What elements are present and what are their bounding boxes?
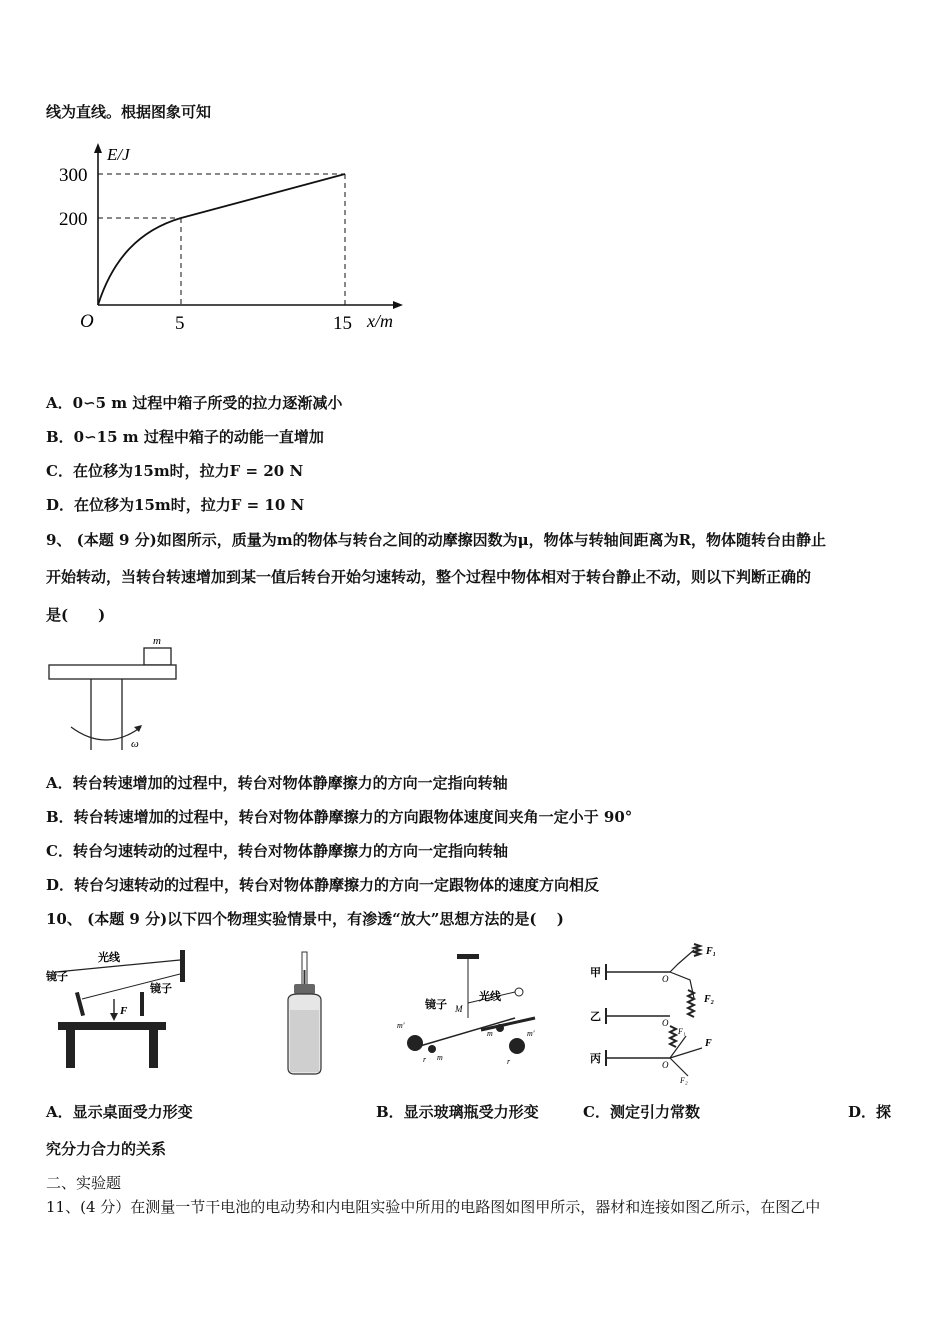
y-tick-200: 200 (59, 209, 88, 230)
desk-leg-left (66, 1030, 75, 1068)
turntable-disk (49, 665, 176, 679)
light-label: 光线 (98, 952, 120, 964)
q9-option-d: D．转台匀速转动的过程中，转台对物体静摩擦力的方向一定跟物体的速度方向相反 (46, 876, 600, 894)
r-label-2: r (507, 1057, 511, 1066)
q10-option-a: A．显示桌面受力形变 (46, 1103, 193, 1121)
mass-right: m (487, 1029, 493, 1038)
mass-left: m (437, 1053, 443, 1062)
q9-stem-line2: 开始转动，当转台转速增加到某一值后转台开始匀速转动，整个过程中物体相对于转台静止不动，则以下判断正确的 (46, 568, 812, 586)
q8-option-d: D．在位移为15m时，拉力F = 10 N (46, 496, 305, 514)
m-label-c: M (455, 1004, 463, 1014)
mirror-right (180, 950, 185, 982)
mirror-label-1: 镜子 (46, 971, 68, 983)
f2-label: F₂ (704, 994, 715, 1005)
q9-option-a: A．转台转速增加的过程中，转台对物体静摩擦力的方向一定指向转轴 (46, 774, 508, 792)
q10-option-b: B．显示玻璃瓶受力形变 (376, 1103, 539, 1121)
x-tick-15: 15 (333, 313, 352, 334)
torsion-rod (420, 1018, 515, 1046)
q10-figure-a (46, 944, 196, 1074)
big-sphere-right (509, 1038, 525, 1054)
mass-prime-left: m' (397, 1021, 405, 1030)
spring-1-coil (694, 944, 700, 956)
light-label-c: 光线 (479, 991, 501, 1003)
mirror-label-2: 镜子 (150, 983, 172, 995)
q8-option-b: B．0∽15 m 过程中箱子的动能一直增加 (46, 428, 324, 446)
y-axis-arrow (94, 143, 102, 153)
f2-label-bing: F₂ (680, 1076, 688, 1085)
row-label-yi: 乙 (590, 1011, 601, 1023)
desk-leg-right (149, 1030, 158, 1068)
f1-label-bing: F₁ (678, 1027, 686, 1036)
line-segment (181, 174, 345, 218)
omega-label: ω (131, 738, 139, 750)
spring-2-coil (688, 990, 694, 1017)
q10-option-d-part2: 究分力合力的关系 (46, 1140, 167, 1158)
spring-1 (670, 950, 694, 972)
section-heading: 二、实验题 (46, 1174, 122, 1192)
desk-top (58, 1022, 166, 1030)
q9-stem-line1: 9、 (本题 9 分)如图所示，质量为m的物体与转台之间的动摩擦因数为μ，物体与转轴间距离为R，物体随转台由静止 (46, 531, 827, 549)
x-axis-arrow (393, 301, 403, 309)
x-tick-5: 5 (175, 313, 185, 334)
q10-stem: 10、 (本题 9 分)以下四个物理实验情景中，有渗透“放大”思想方法的是( ) (46, 910, 564, 928)
force-label: F (120, 1005, 128, 1017)
light-source (515, 988, 523, 996)
curve-segment (98, 218, 181, 305)
r-label-1: r (423, 1055, 427, 1064)
f1-label: F₁ (706, 946, 717, 957)
o-label-3: O (662, 1060, 669, 1070)
mass-label: m (153, 635, 161, 647)
small-sphere-right (496, 1024, 504, 1032)
mirror-label-c: 镜子 (425, 999, 447, 1011)
q11-stem: 11、(4 分）在测量一节干电池的电动势和内电阻实验中所用的电路图如图甲所示，器材和连接如图乙所示，在图乙中 (46, 1198, 821, 1216)
turntable-figure (46, 635, 186, 760)
energy-displacement-graph (55, 138, 415, 338)
o-label-1: O (662, 974, 669, 984)
vector-f2 (670, 1058, 688, 1076)
q8-option-a: A．0∽5 m 过程中箱子所受的拉力逐渐减小 (46, 394, 343, 412)
mirror-left (75, 992, 85, 1016)
spring-3-coil (670, 1026, 676, 1047)
q10-option-c: C．测定引力常数 (583, 1103, 700, 1121)
o-label-2: O (662, 1018, 669, 1028)
big-sphere-left (407, 1035, 423, 1051)
bottle-liquid (290, 1010, 319, 1072)
q10-figure-b (280, 948, 340, 1078)
y-axis-label: E/J (107, 145, 130, 164)
mass-prime-right: m' (527, 1029, 535, 1038)
q10-option-d-part1: D．探 (848, 1103, 892, 1121)
row-label-jia: 甲 (590, 967, 601, 979)
small-sphere-left (428, 1045, 436, 1053)
q8-option-c: C．在位移为15m时，拉力F = 20 N (46, 462, 304, 480)
x-axis-label: x/m (367, 311, 393, 331)
origin-label: O (80, 311, 94, 332)
q9-option-c: C．转台匀速转动的过程中，转台对物体静摩擦力的方向一定指向转轴 (46, 842, 508, 860)
f-label-bing: F (705, 1038, 712, 1049)
bottle-cap (294, 984, 315, 994)
q9-stem-line3: 是( ) (46, 606, 106, 624)
intro-line: 线为直线。根据图象可知 (46, 103, 212, 121)
force-arrowhead (110, 1013, 118, 1021)
ceiling-mount (457, 954, 479, 959)
mass-block (144, 648, 171, 665)
q10-figure-d (590, 940, 725, 1085)
mirror-middle (140, 992, 144, 1016)
vector-f (670, 1048, 702, 1058)
row-label-bing: 丙 (590, 1053, 601, 1065)
y-tick-300: 300 (59, 165, 88, 186)
q9-option-b: B．转台转速增加的过程中，转台对物体静摩擦力的方向跟物体速度间夹角一定小于 90° (46, 808, 633, 826)
q10-figure-c (395, 948, 545, 1076)
